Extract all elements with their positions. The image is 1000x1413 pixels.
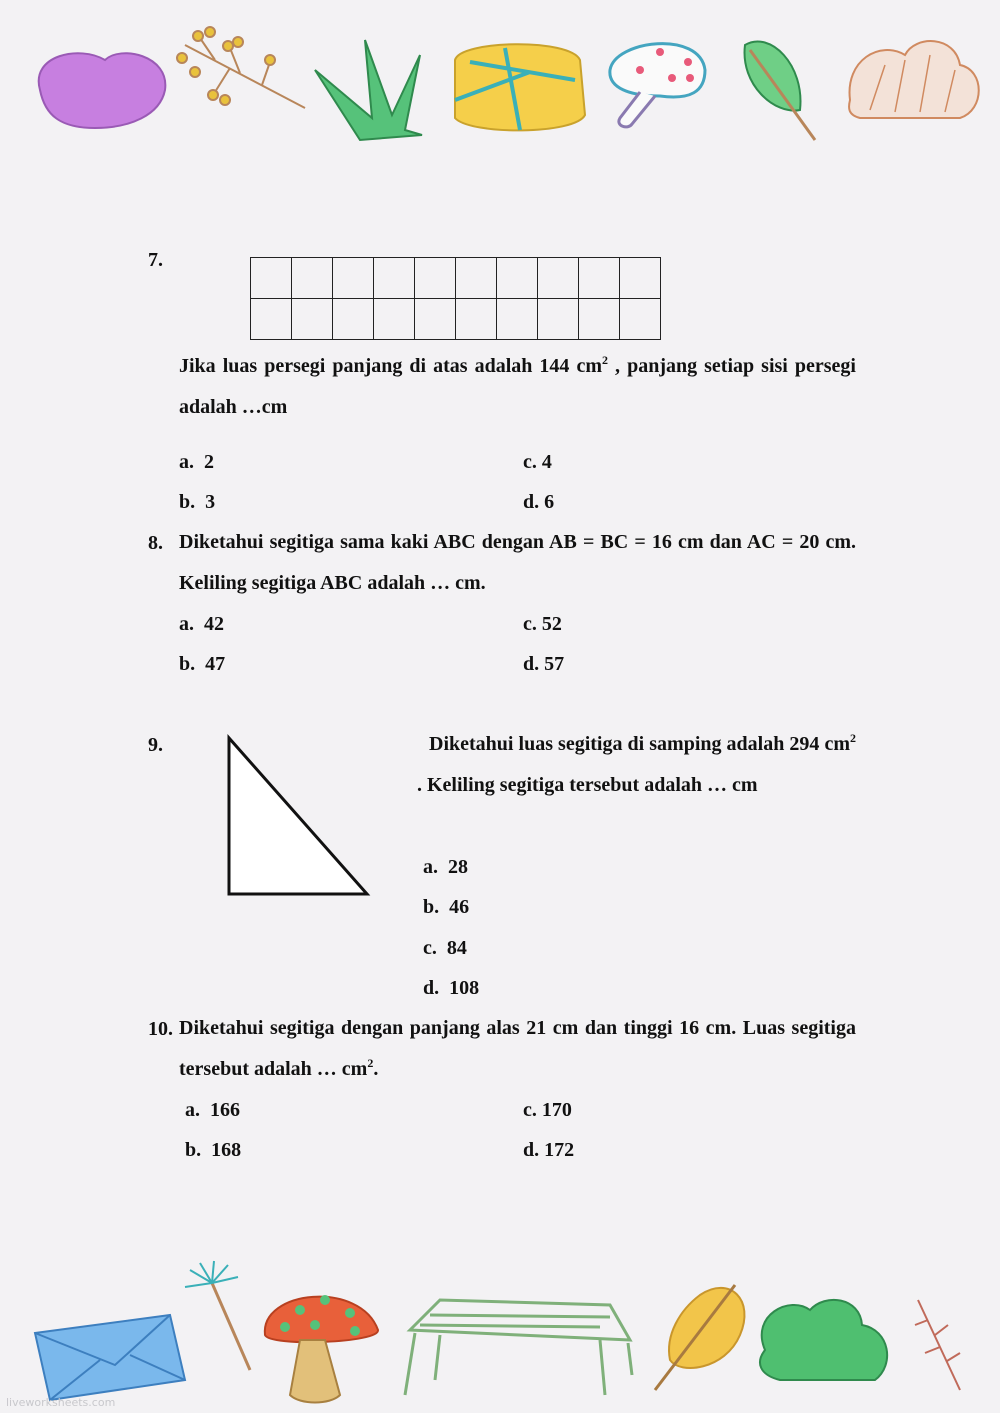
grid-square <box>333 299 374 340</box>
q10-text-part2: . <box>373 1058 379 1080</box>
q10-number: 10. <box>148 1018 173 1040</box>
q8-option-a[interactable]: a. 42 <box>179 613 224 635</box>
twig-icon <box>915 1300 960 1390</box>
q10-text-part1: Diketahui segitiga dengan panjang alas 21 cm dan tinggi 16 cm. Luas segitiga tersebut adalah … cm <box>179 1017 856 1080</box>
grid-square <box>374 299 415 340</box>
q8-number: 8. <box>148 532 163 554</box>
q10-option-b[interactable]: b. 168 <box>185 1139 242 1161</box>
grid-row <box>251 258 661 299</box>
blue-envelope-icon <box>35 1315 185 1400</box>
dandelion-icon <box>185 1261 250 1370</box>
q7-option-a[interactable]: a. 2 <box>179 451 214 473</box>
q7-number: 7. <box>148 249 163 271</box>
red-mushroom-icon <box>265 1295 378 1403</box>
q9-option-d[interactable]: d. 108 <box>423 977 480 999</box>
grid-square <box>251 299 292 340</box>
grid-square <box>333 258 374 299</box>
grass-tuft-icon <box>315 40 422 140</box>
grid-square <box>374 258 415 299</box>
grid-square <box>292 299 333 340</box>
brown-bush-icon <box>849 41 979 118</box>
q7-square-grid <box>250 257 661 340</box>
q10-superscript: 2 <box>367 1056 374 1070</box>
top-decorations <box>0 0 1000 160</box>
grid-square <box>251 258 292 299</box>
grid-row <box>251 299 661 340</box>
q7-question-text <box>179 346 856 428</box>
q7-superscript: 2 <box>602 353 609 367</box>
q10-option-a[interactable]: a. 166 <box>185 1099 240 1121</box>
q10-option-c[interactable]: c. 170 <box>523 1099 572 1121</box>
berry-branch-icon <box>177 27 305 108</box>
green-bush-icon <box>760 1300 887 1380</box>
watermark: liveworksheets.com <box>6 1396 116 1409</box>
q7-option-b[interactable]: b. 3 <box>179 491 216 513</box>
q7-text-part2: , panjang setiap sisi persegi adalah …cm <box>179 355 856 418</box>
grid-square <box>497 299 538 340</box>
grid-square <box>579 258 620 299</box>
grid-square <box>292 258 333 299</box>
grid-square <box>456 258 497 299</box>
q9-option-b[interactable]: b. 46 <box>423 896 470 918</box>
bottom-decorations <box>0 1255 1000 1413</box>
q10-question-text <box>179 1008 856 1090</box>
grid-square <box>415 258 456 299</box>
grid-square <box>415 299 456 340</box>
bench-icon <box>405 1300 632 1395</box>
q8-option-c[interactable]: c. 52 <box>523 613 562 635</box>
q7-option-d[interactable]: d. 6 <box>523 491 555 513</box>
right-triangle-figure <box>222 732 374 900</box>
grid-square <box>456 299 497 340</box>
q9-superscript: 2 <box>850 731 856 745</box>
q9-option-c[interactable]: c. 84 <box>423 937 467 959</box>
q8-option-b[interactable]: b. 47 <box>179 653 226 675</box>
q9-option-a[interactable]: a. 28 <box>423 856 468 878</box>
q9-text-part2: . Keliling segitiga tersebut adalah … cm <box>417 774 758 796</box>
green-leaf-icon <box>745 41 815 140</box>
grid-square <box>620 299 661 340</box>
grid-square <box>579 299 620 340</box>
q9-question-text <box>417 724 856 806</box>
q8-option-d[interactable]: d. 57 <box>523 653 565 675</box>
q7-text-part1: Jika luas persegi panjang di atas adalah 144 cm <box>179 355 603 377</box>
q7-option-c[interactable]: c. 4 <box>523 451 552 473</box>
grid-square <box>538 258 579 299</box>
yellow-leaf-icon <box>655 1285 744 1390</box>
grid-square <box>620 258 661 299</box>
mushroom-icon <box>610 44 705 127</box>
yellow-gift-box-icon <box>455 44 585 130</box>
grid-square <box>497 258 538 299</box>
q9-number: 9. <box>148 734 163 756</box>
grid-square <box>538 299 579 340</box>
q9-text-part1: Diketahui luas segitiga di samping adalah 294 cm <box>429 733 850 755</box>
purple-heart-stone-icon <box>39 53 166 128</box>
q10-option-d[interactable]: d. 172 <box>523 1139 575 1161</box>
q8-question-text: Diketahui segitiga sama kaki ABC dengan AB = BC = 16 cm dan AC = 20 cm. Keliling segitiga ABC adalah … cm. <box>179 531 856 594</box>
